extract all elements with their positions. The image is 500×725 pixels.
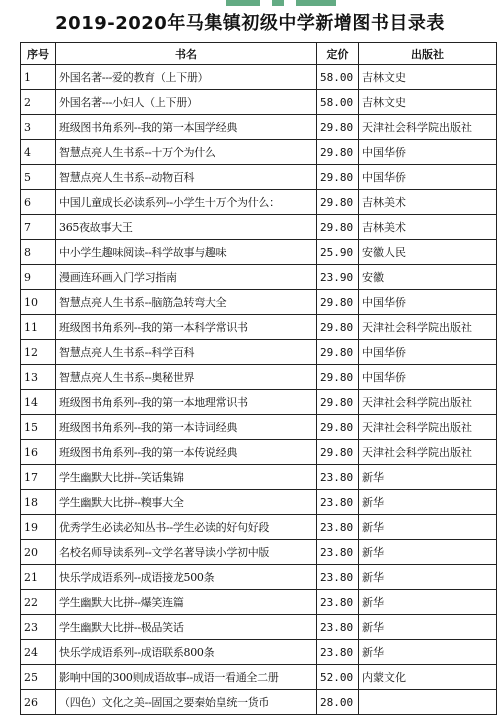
- book-name-cell: 智慧点亮人生书系--动物百科: [56, 165, 317, 190]
- table-row: [21, 365, 497, 390]
- book-name-cell: 外国名著---爱的教育（上下册）: [56, 65, 317, 90]
- serial-number-cell: 24: [21, 640, 56, 665]
- serial-number-cell: 6: [21, 190, 56, 215]
- price-cell: 23.80: [317, 465, 359, 490]
- book-name-cell: 智慧点亮人生书系--十万个为什么: [56, 140, 317, 165]
- table-row: [21, 615, 497, 640]
- publisher-cell: 天津社会科学院出版社: [359, 315, 497, 340]
- serial-number-cell: 4: [21, 140, 56, 165]
- publisher-cell: 天津社会科学院出版社: [359, 115, 497, 140]
- table-row: [21, 90, 497, 115]
- serial-number-cell: 15: [21, 415, 56, 440]
- page-title: 2019-2020年马集镇初级中学新增图书目录表: [55, 13, 445, 34]
- serial-number-cell: 26: [21, 690, 56, 715]
- header-price: 定价: [317, 43, 359, 65]
- table-row: [21, 165, 497, 190]
- table-row: [21, 190, 497, 215]
- publisher-cell: 天津社会科学院出版社: [359, 440, 497, 465]
- table-row: [21, 590, 497, 615]
- price-cell: 29.80: [317, 390, 359, 415]
- table-row: [21, 265, 497, 290]
- table-row: [21, 440, 497, 465]
- table-row: [21, 140, 497, 165]
- price-cell: 29.80: [317, 415, 359, 440]
- table-row: [21, 390, 497, 415]
- serial-number-cell: 10: [21, 290, 56, 315]
- price-cell: 58.00: [317, 90, 359, 115]
- serial-number-cell: 18: [21, 490, 56, 515]
- publisher-cell: 新华: [359, 640, 497, 665]
- publisher-cell: 吉林文史: [359, 90, 497, 115]
- book-name-cell: （四色）文化之美--固国之要秦始皇统一货币: [56, 690, 317, 715]
- table-row: [21, 215, 497, 240]
- price-cell: 29.80: [317, 190, 359, 215]
- publisher-cell: 天津社会科学院出版社: [359, 415, 497, 440]
- table-row: [21, 115, 497, 140]
- publisher-cell: 新华: [359, 465, 497, 490]
- book-name-cell: 班级图书角系列--我的第一本传说经典: [56, 440, 317, 465]
- table-row: [21, 315, 497, 340]
- price-cell: 23.80: [317, 640, 359, 665]
- serial-number-cell: 12: [21, 340, 56, 365]
- book-name-cell: 智慧点亮人生书系--科学百科: [56, 340, 317, 365]
- price-cell: 29.80: [317, 440, 359, 465]
- book-name-cell: 中小学生趣味阅读--科学故事与趣味: [56, 240, 317, 265]
- serial-number-cell: 22: [21, 590, 56, 615]
- book-name-cell: 快乐学成语系列--成语接龙500条: [56, 565, 317, 590]
- serial-number-cell: 25: [21, 665, 56, 690]
- price-cell: 23.80: [317, 590, 359, 615]
- book-name-cell: 外国名著---小妇人（上下册）: [56, 90, 317, 115]
- publisher-cell: 新华: [359, 590, 497, 615]
- book-name-cell: 班级图书角系列--我的第一本科学常识书: [56, 315, 317, 340]
- header-book-name: 书名: [56, 43, 317, 65]
- price-cell: 23.80: [317, 515, 359, 540]
- book-name-cell: 班级图书角系列--我的第一本地理常识书: [56, 390, 317, 415]
- book-name-cell: 智慧点亮人生书系--奥秘世界: [56, 365, 317, 390]
- table-row: [21, 240, 497, 265]
- serial-number-cell: 16: [21, 440, 56, 465]
- price-cell: 29.80: [317, 315, 359, 340]
- price-cell: 29.80: [317, 340, 359, 365]
- serial-number-cell: 11: [21, 315, 56, 340]
- publisher-cell: 新华: [359, 515, 497, 540]
- book-name-cell: 班级图书角系列--我的第一本诗词经典: [56, 415, 317, 440]
- publisher-cell: 中国华侨: [359, 340, 497, 365]
- book-name-cell: 漫画连环画入门学习指南: [56, 265, 317, 290]
- serial-number-cell: 13: [21, 365, 56, 390]
- price-cell: 25.90: [317, 240, 359, 265]
- price-cell: 23.80: [317, 565, 359, 590]
- price-cell: 28.00: [317, 690, 359, 715]
- table-row: [21, 490, 497, 515]
- table-row: [21, 415, 497, 440]
- book-catalog-table: [20, 42, 497, 715]
- book-name-cell: 名校名师导读系列--文学名著导读小学初中版: [56, 540, 317, 565]
- price-cell: 29.80: [317, 140, 359, 165]
- price-cell: 29.80: [317, 115, 359, 140]
- publisher-cell: 新华: [359, 565, 497, 590]
- publisher-cell: 内蒙文化: [359, 665, 497, 690]
- publisher-cell: 吉林美术: [359, 190, 497, 215]
- serial-number-cell: 14: [21, 390, 56, 415]
- book-name-cell: 学生幽默大比拼--笑话集锦: [56, 465, 317, 490]
- book-name-cell: 学生幽默大比拼--糗事大全: [56, 490, 317, 515]
- publisher-cell: 新华: [359, 490, 497, 515]
- serial-number-cell: 9: [21, 265, 56, 290]
- table-header-row: [21, 43, 497, 65]
- table-row: [21, 65, 497, 90]
- publisher-cell: 新华: [359, 540, 497, 565]
- book-name-cell: 智慧点亮人生书系--脑筋急转弯大全: [56, 290, 317, 315]
- price-cell: 52.00: [317, 665, 359, 690]
- price-cell: 23.90: [317, 265, 359, 290]
- book-name-cell: 365夜故事大王: [56, 215, 317, 240]
- table-row: [21, 290, 497, 315]
- table-row: [21, 640, 497, 665]
- table-row: [21, 665, 497, 690]
- serial-number-cell: 20: [21, 540, 56, 565]
- publisher-cell: 吉林美术: [359, 215, 497, 240]
- serial-number-cell: 19: [21, 515, 56, 540]
- serial-number-cell: 17: [21, 465, 56, 490]
- publisher-cell: 吉林文史: [359, 65, 497, 90]
- serial-number-cell: 8: [21, 240, 56, 265]
- book-name-cell: 优秀学生必读必知丛书--学生必读的好句好段: [56, 515, 317, 540]
- publisher-cell: 新华: [359, 615, 497, 640]
- publisher-cell: 安徽: [359, 265, 497, 290]
- header-publisher: 出版社: [359, 43, 497, 65]
- book-name-cell: 影响中国的300则成语故事--成语一看通全二册: [56, 665, 317, 690]
- table-body: [21, 65, 497, 715]
- price-cell: 23.80: [317, 540, 359, 565]
- serial-number-cell: 1: [21, 65, 56, 90]
- serial-number-cell: 7: [21, 215, 56, 240]
- publisher-cell: 中国华侨: [359, 140, 497, 165]
- publisher-cell: 中国华侨: [359, 365, 497, 390]
- price-cell: 29.80: [317, 290, 359, 315]
- serial-number-cell: 3: [21, 115, 56, 140]
- price-cell: 23.80: [317, 615, 359, 640]
- serial-number-cell: 2: [21, 90, 56, 115]
- header-serial-number: 序号: [21, 43, 56, 65]
- table-row: [21, 565, 497, 590]
- serial-number-cell: 21: [21, 565, 56, 590]
- price-cell: 29.80: [317, 165, 359, 190]
- serial-number-cell: 23: [21, 615, 56, 640]
- price-cell: 29.80: [317, 365, 359, 390]
- table-row: [21, 690, 497, 715]
- price-cell: 23.80: [317, 490, 359, 515]
- publisher-cell: 安徽人民: [359, 240, 497, 265]
- price-cell: 29.80: [317, 215, 359, 240]
- table-row: [21, 515, 497, 540]
- book-name-cell: 学生幽默大比拼--极品笑话: [56, 615, 317, 640]
- table-row: [21, 540, 497, 565]
- book-name-cell: 学生幽默大比拼--爆笑连篇: [56, 590, 317, 615]
- book-name-cell: 中国儿童成长必读系列--小学生十万个为什么：: [56, 190, 317, 215]
- table-row: [21, 465, 497, 490]
- publisher-cell: 中国华侨: [359, 165, 497, 190]
- book-name-cell: 快乐学成语系列--成语联系800条: [56, 640, 317, 665]
- serial-number-cell: 5: [21, 165, 56, 190]
- book-name-cell: 班级图书角系列--我的第一本国学经典: [56, 115, 317, 140]
- table-row: [21, 340, 497, 365]
- publisher-cell: [359, 690, 497, 715]
- publisher-cell: 天津社会科学院出版社: [359, 390, 497, 415]
- price-cell: 58.00: [317, 65, 359, 90]
- publisher-cell: 中国华侨: [359, 290, 497, 315]
